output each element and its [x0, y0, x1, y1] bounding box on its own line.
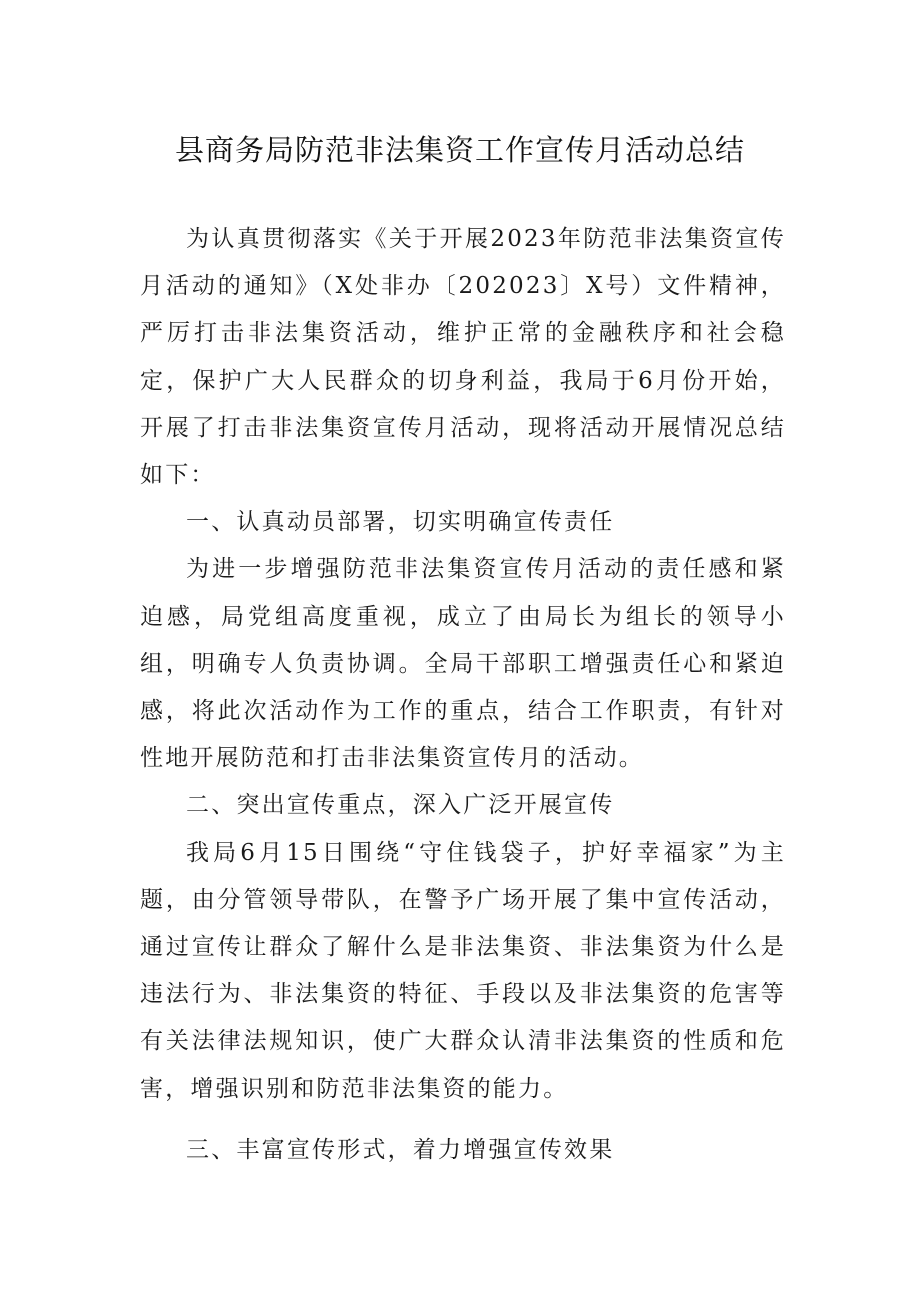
section-heading-3: 三、丰富宣传形式，着力增强宣传效果 — [186, 1136, 615, 1163]
section-2-paragraph: 我局6月15日围绕“守住钱袋子，护好幸福家”为主题，由分管领导带队，在警予广场开展了集中宣传活动，通过宣传让群众了解什么是非法集资、非法集资为什么是违法行为、非法集资的特征、手段以及非法集资的危害等有关法律法规知识，使广大群众认清非法集资的性质和危害，增强识别和防范非法集资的能力。 — [140, 839, 786, 1102]
section-heading-1: 一、认真动员部署，切实明确宣传责任 — [186, 509, 615, 536]
section-1-paragraph: 为进一步增强防范非法集资宣传月活动的责任感和紧迫感，局党组高度重视，成立了由局长为组长的领导小组，明确专人负责协调。全局干部职工增强责任心和紧迫感，将此次活动作为工作的重点，结合工作职责，有针对性地开展防范和打击非法集资宣传月的活动。 — [140, 556, 786, 772]
document-body — [140, 216, 786, 1174]
section-heading-2: 二、突出宣传重点，深入广泛开展宣传 — [186, 792, 615, 819]
document-title: 县商务局防范非法集资工作宣传月活动总结 — [174, 133, 745, 167]
intro-paragraph: 为认真贯彻落实《关于开展2023年防范非法集资宣传月活动的通知》（X处非办〔202023〕X号）文件精神，严厉打击非法集资活动，维护正常的金融秩序和社会稳定，保护广大人民群众的切身利益，我局于6月份开始，开展了打击非法集资宣传月活动，现将活动开展情况总结如下： — [140, 226, 786, 489]
